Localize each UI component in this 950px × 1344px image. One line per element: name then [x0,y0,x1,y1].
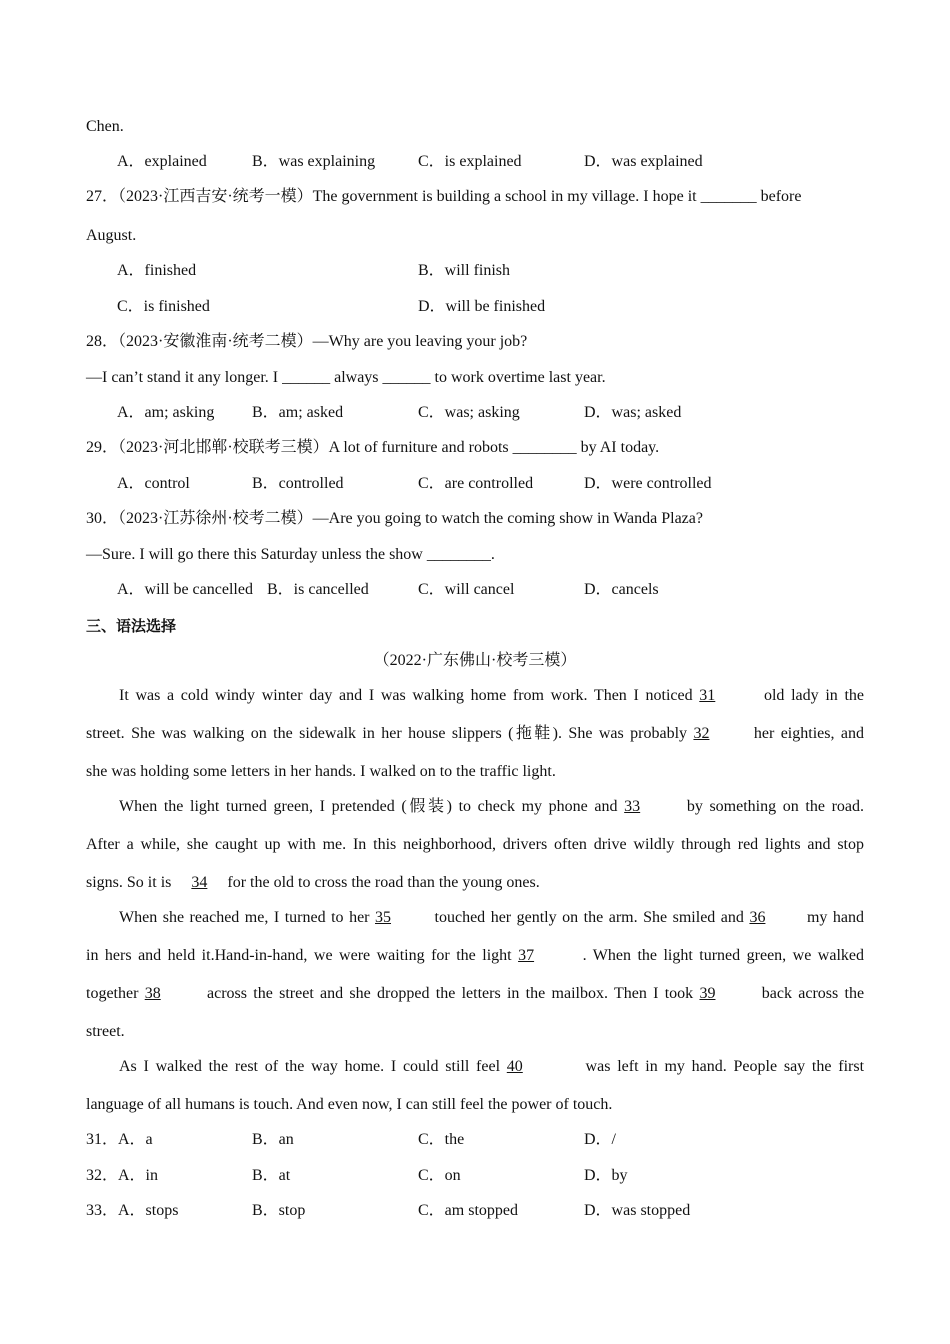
option-c: C．is finished [117,298,210,315]
q29-stem: 29．（2023·河北邯郸·校联考三模）A lot of furniture and robots ________ by AI today. [86,439,660,456]
option-a: A．explained [117,153,207,170]
passage-line: street. She was walking on the sidewalk in her house slippers (拖鞋). She was probably 32 her eighties, and [86,725,864,742]
option-d: D．was explained [584,153,703,170]
q30-stem-cont: —Sure. I will go there this Saturday unless the show ________. [86,546,495,563]
option-b: B．is cancelled [267,581,369,598]
option-a: A．finished [117,262,197,279]
passage-line: in hers and held it.Hand-in-hand, we were waiting for the light 37 . When the light turned green, we walked [86,947,864,964]
option-b: B．will finish [418,262,511,279]
q27-stem-cont: August. [86,227,137,244]
blank-38: 38 [144,985,161,1002]
option-d: D．was; asked [584,404,682,421]
option-a: A．control [117,475,190,492]
option-c: C．is explained [418,153,522,170]
option-b: B．was explaining [252,153,376,170]
q27-stem: 27．（2023·江西吉安·统考一模）The government is building a school in my village. I hope it _______ before [86,188,802,205]
option-c: C．on [418,1167,461,1184]
passage-line: language of all humans is touch. And even now, I can still feel the power of touch. [86,1096,613,1113]
q28-stem: 28．（2023·安徽淮南·统考二模）—Why are you leaving your job? [86,333,528,350]
blank-39: 39 [699,985,716,1002]
passage-source: （2022·广东佛山·校考三模） [373,652,577,669]
section-heading: 三、语法选择 [86,617,177,635]
blank-33: 33 [624,798,641,815]
option-d: D．/ [584,1131,617,1148]
passage-line: It was a cold windy winter day and I was walking home from work. Then I noticed 31 old lady in the [119,687,865,704]
option-a: A．will be cancelled [117,581,253,598]
option-a: 33．A．stops [86,1202,179,1219]
passage-line: together 38 across the street and she dropped the letters in the mailbox. Then I took 39 back across the [86,985,865,1002]
blank-35: 35 [375,909,392,926]
q28-stem-cont: —I can’t stand it any longer. I ______ always ______ to work overtime last year. [86,369,606,386]
option-c: C．am stopped [418,1202,518,1219]
passage-line: When she reached me, I turned to her 35 touched her gently on the arm. She smiled and 36 my hand [119,909,865,926]
blank-40: 40 [506,1058,523,1075]
passage-line: signs. So it is 34 for the old to cross the road than the young ones. [86,874,540,891]
option-a: 32．A．in [86,1167,159,1184]
option-d: D．was stopped [584,1202,691,1219]
passage-line: After a while, she caught up with me. In this neighborhood, drivers often drive wildly through red lights and stop [86,836,864,853]
option-c: C．will cancel [418,581,515,598]
q26-tail: Chen. [86,118,124,135]
option-a: 31．A．a [86,1131,153,1148]
option-b: B．controlled [252,475,344,492]
q30-stem: 30．（2023·江苏徐州·校考二模）—Are you going to watch the coming show in Wanda Plaza? [86,510,703,527]
option-d: D．will be finished [418,298,546,315]
option-d: D．by [584,1167,628,1184]
blank-34: 34 [191,874,208,891]
option-c: C．the [418,1131,465,1148]
option-b: B．am; asked [252,404,344,421]
passage-line: she was holding some letters in her hands. I walked on to the traffic light. [86,763,556,780]
option-c: C．are controlled [418,475,534,492]
blank-37: 37 [518,947,535,964]
option-a: A．am; asking [117,404,215,421]
blank-36: 36 [749,909,766,926]
option-b: B．at [252,1167,291,1184]
passage-line: As I walked the rest of the way home. I could still feel 40 was left in my hand. People say the first [119,1058,865,1075]
blank-31: 31 [699,687,716,704]
option-c: C．was; asking [418,404,520,421]
option-d: D．were controlled [584,475,712,492]
blank-32: 32 [693,725,710,742]
option-b: B．stop [252,1202,306,1219]
passage-line: When the light turned green, I pretended (假装) to check my phone and 33 by something on the road. [119,798,865,815]
option-b: B．an [252,1131,294,1148]
passage-line: street. [86,1023,125,1040]
option-d: D．cancels [584,581,659,598]
